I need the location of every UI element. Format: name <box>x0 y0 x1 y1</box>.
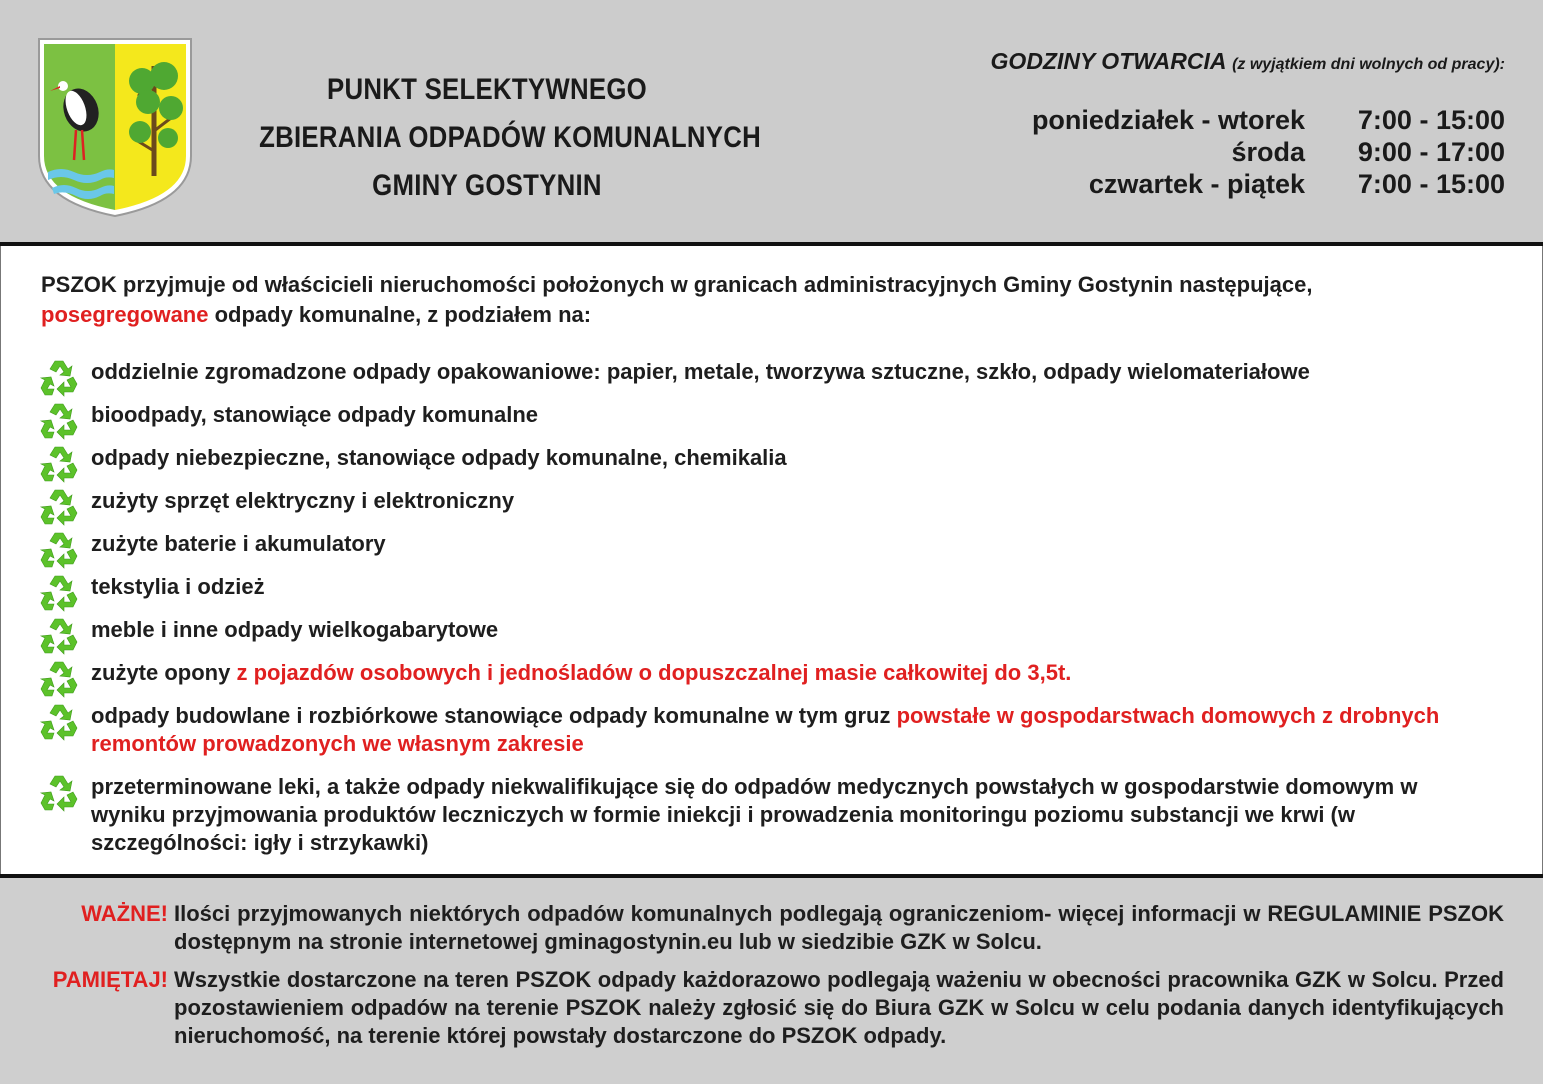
list-item <box>37 444 1497 472</box>
hours-time: 7:00 - 15:00 <box>1357 169 1505 199</box>
list-item-highlight: z pojazdów osobowych i jednośladów o dopuszczalnej masie całkowitej do 3,5t. <box>236 660 1072 685</box>
list-item <box>37 487 1497 515</box>
title-line: GMINY GOSTYNIN <box>372 169 602 202</box>
footer-notes <box>0 874 1543 1084</box>
list-item <box>37 659 1497 687</box>
opening-hours-table <box>1032 104 1505 200</box>
list-item-text: tekstylia i odzież <box>91 574 265 599</box>
list-item-text: odpady niebezpieczne, stanowiące odpady komunalne, chemikalia <box>91 445 787 470</box>
hours-time: 9:00 - 17:00 <box>1357 137 1505 167</box>
hours-row <box>1032 104 1505 136</box>
page-title <box>259 66 762 210</box>
recycle-icon <box>39 659 79 699</box>
waste-category-list <box>37 358 1497 872</box>
list-item-text: bioodpady, stanowiące odpady komunalne <box>91 402 538 427</box>
list-item <box>37 573 1497 601</box>
list-item-text: oddzielnie zgromadzone odpady opakowaniowe: papier, metale, tworzywa sztuczne, szkło, odpady wielomateriałowe <box>91 359 1310 384</box>
list-item <box>37 530 1497 558</box>
intro-paragraph <box>41 270 1505 330</box>
opening-hours-heading <box>991 48 1505 75</box>
hours-row <box>1032 168 1505 200</box>
title-line: PUNKT SELEKTYWNEGO <box>326 73 648 106</box>
recycle-icon <box>39 616 79 656</box>
recycle-icon <box>39 358 79 398</box>
intro-highlight: posegregowane <box>41 302 209 327</box>
hours-time: 7:00 - 15:00 <box>1357 105 1505 135</box>
recycle-icon <box>39 573 79 613</box>
title-line: ZBIERANIA ODPADÓW KOMUNALNYCH <box>259 121 762 154</box>
recycle-icon <box>39 401 79 441</box>
coat-of-arms-logo <box>36 36 194 218</box>
main-content <box>0 246 1543 874</box>
list-item-text: zużyte baterie i akumulatory <box>91 531 386 556</box>
list-item <box>37 616 1497 644</box>
hours-row <box>1032 136 1505 168</box>
hours-days: środa <box>1231 137 1305 167</box>
hours-days: czwartek - piątek <box>1088 169 1305 199</box>
list-item <box>37 702 1497 758</box>
intro-text-end: odpady komunalne, z podziałem na: <box>208 302 592 327</box>
list-item-text: odpady budowlane i rozbiórkowe stanowiące odpady komunalne w tym gruz <box>91 703 897 728</box>
list-item <box>37 358 1497 386</box>
recycle-icon <box>39 702 79 742</box>
recycle-icon <box>39 444 79 484</box>
list-item <box>37 773 1497 857</box>
recycle-icon <box>39 773 79 813</box>
important-label: WAŻNE! <box>81 901 168 926</box>
hours-days: poniedziałek - wtorek <box>1031 105 1305 135</box>
opening-hours-note: (z wyjątkiem dni wolnych od pracy): <box>1232 56 1505 73</box>
list-item-text: przeterminowane leki, a także odpady niekwalifikujące się do odpadów medycznych powstałych w gospodarstwie domowym w wyniku przyjmowania produktów leczniczych w formie iniekcji i prowadzenia monitoringu poziomu substancji we krwi (w szczególności: igły i strzykawki) <box>91 774 1418 855</box>
important-text: Ilości przyjmowanych niektórych odpadów komunalnych podlegają ograniczeniom- więcej informacji w REGULAMINIE PSZOK dostępnym na stronie internetowej gminagostynin.eu lub w siedzibie GZK w Solcu. <box>174 901 1504 954</box>
opening-hours-title: GODZINY OTWARCIA <box>990 48 1226 74</box>
remember-text: Wszystkie dostarczone na teren PSZOK odpady każdorazowo podlegają ważeniu w obecności pracownika GZK w Solcu. Przed pozostawieniem odpadów na terenie PSZOK należy zgłosić się do Biura GZK w Solcu w celu podania danych identyfikujących nieruchomość, na terenie której powstały dostarczone do PSZOK odpady. <box>174 967 1504 1048</box>
list-item-text: meble i inne odpady wielkogabarytowe <box>91 617 499 642</box>
remember-label: PAMIĘTAJ! <box>52 967 168 992</box>
intro-text: PSZOK przyjmuje od właścicieli nieruchomości położonych w granicach administracyjnych Gminy Gostynin następujące, <box>41 272 1313 297</box>
list-item-text: zużyte opony <box>91 660 237 685</box>
list-item-highlight: powstałe w gospodarstwach domowych z drobnych remontów prowadzonych we własnym zakresie <box>91 703 1440 756</box>
recycle-icon <box>39 487 79 527</box>
recycle-icon <box>39 530 79 570</box>
list-item-text: zużyty sprzęt elektryczny i elektroniczny <box>91 488 515 513</box>
list-item <box>37 401 1497 429</box>
header <box>0 0 1543 246</box>
